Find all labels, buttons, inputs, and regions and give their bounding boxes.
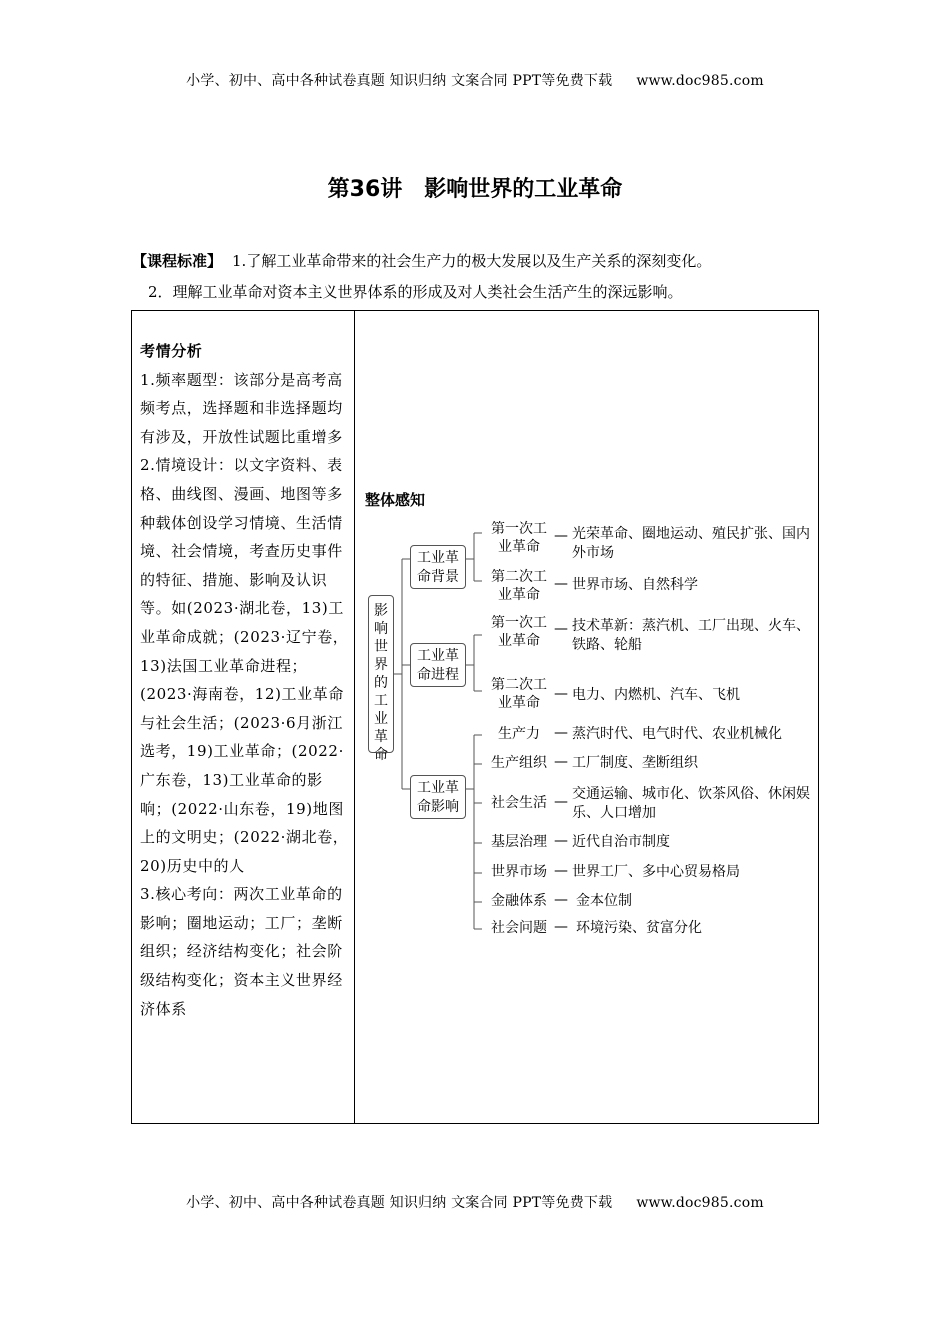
lecture-number: 第36讲 <box>327 177 403 202</box>
leaf-impact-governance: 近代自治市制度 <box>572 834 670 850</box>
standard-item-2: 2．理解工业革命对资本主义世界体系的形成及对人类社会生活产生的深远影响。 <box>148 283 683 301</box>
dash: — <box>554 686 568 702</box>
footer-text: 小学、初中、高中各种试卷真题 知识归纳 文案合同 PPT等免费下载 <box>186 1195 613 1211</box>
sub-impact-market: 世界市场 <box>491 864 547 880</box>
leaf-proc-first: 技术革新：蒸汽机、工厂出现、火车、铁路、轮船 <box>572 618 810 653</box>
sub-impact-organization: 生产组织 <box>491 755 547 771</box>
category-background: 工业革命背景 <box>410 545 466 589</box>
standard-tag: 【课程标准】 <box>132 252 223 270</box>
dash: — <box>554 528 568 544</box>
page-header <box>0 70 950 90</box>
category-process: 工业革命进程 <box>410 643 466 687</box>
dash: — <box>554 892 568 908</box>
leaf-impact-life: 交通运输、城市化、饮茶风俗、休闲娱乐、人口增加 <box>572 786 810 821</box>
sub-impact-problems: 社会问题 <box>491 920 547 936</box>
leaf-bg-first: 光荣革命、圈地运动、殖民扩张、国内外市场 <box>572 526 810 561</box>
mindmap-root: 影响世界的工业革命 <box>368 595 394 753</box>
content-table <box>131 310 819 1124</box>
dash: — <box>554 754 568 770</box>
footer-site[interactable]: www.doc985.com <box>636 1195 764 1211</box>
mindmap-title: 整体感知 <box>365 491 426 509</box>
sub-proc-first: 第一次工业革命 <box>491 615 547 649</box>
sub-bg-first: 第一次工业革命 <box>491 521 547 555</box>
leaf-impact-productivity: 蒸汽时代、电气时代、农业机械化 <box>572 726 782 742</box>
analysis-p3: 3.核心考向：两次工业革命的影响；圈地运动；工厂；垄断组织；经济结构变化；社会阶级结构变化；资本主义世界经济体系 <box>140 885 343 1018</box>
standard-item-1: 1.了解工业革命带来的社会生产力的极大发展以及生产关系的深刻变化。 <box>232 252 712 270</box>
category-impact: 工业革命影响 <box>410 775 466 819</box>
sub-impact-life: 社会生活 <box>491 795 547 811</box>
sub-bg-second: 第二次工业革命 <box>491 569 547 603</box>
leaf-bg-second: 世界市场、自然科学 <box>572 577 698 593</box>
page-footer <box>0 1192 950 1212</box>
dash: — <box>554 725 568 741</box>
sub-impact-finance: 金融体系 <box>491 893 547 909</box>
dash: — <box>554 833 568 849</box>
dash: — <box>554 576 568 592</box>
leaf-impact-finance: 金本位制 <box>576 893 632 909</box>
mindmap-connectors <box>132 311 820 1125</box>
page-title <box>0 172 950 203</box>
sub-proc-second: 第二次工业革命 <box>491 677 547 711</box>
dash: — <box>554 621 568 637</box>
analysis-p1: 1.频率题型：该部分是高考高频考点，选择题和非选择题均有涉及，开放性试题比重增多 <box>140 370 343 446</box>
header-text: 小学、初中、高中各种试卷真题 知识归纳 文案合同 PPT等免费下载 <box>186 73 613 89</box>
curriculum-standard-1 <box>132 250 711 271</box>
analysis-heading: 考情分析 <box>140 342 203 360</box>
dash: — <box>554 794 568 810</box>
leaf-impact-problems: 环境污染、贫富分化 <box>576 920 702 936</box>
leaf-impact-market: 世界工厂、多中心贸易格局 <box>572 864 740 880</box>
header-site[interactable]: www.doc985.com <box>636 73 764 89</box>
dash: — <box>554 919 568 935</box>
leaf-proc-second: 电力、内燃机、汽车、飞机 <box>572 687 740 703</box>
analysis-p2: 2.情境设计：以文字资料、表格、曲线图、漫画、地图等多种载体创设学习情境、生活情境、社会情境，考查历史事件的特征、措施、影响及认识等。如(2023·湖北卷，13)工业革命成就；(2023·辽宁卷，13)法国工业革命进程；(2023·海南卷，12)工业革命与社会生活；(2023·6月浙江选考，19)工业革命；(2022·广东卷，13)工业革命的影响；(2022·山东卷，19)地图上的文明史；(2022·湖北卷，20)历史中的人 <box>140 456 349 875</box>
sub-impact-productivity: 生产力 <box>498 726 540 742</box>
leaf-impact-organization: 工厂制度、垄断组织 <box>572 755 698 771</box>
lecture-title: 影响世界的工业革命 <box>424 177 623 202</box>
dash: — <box>554 863 568 879</box>
sub-impact-governance: 基层治理 <box>491 834 547 850</box>
